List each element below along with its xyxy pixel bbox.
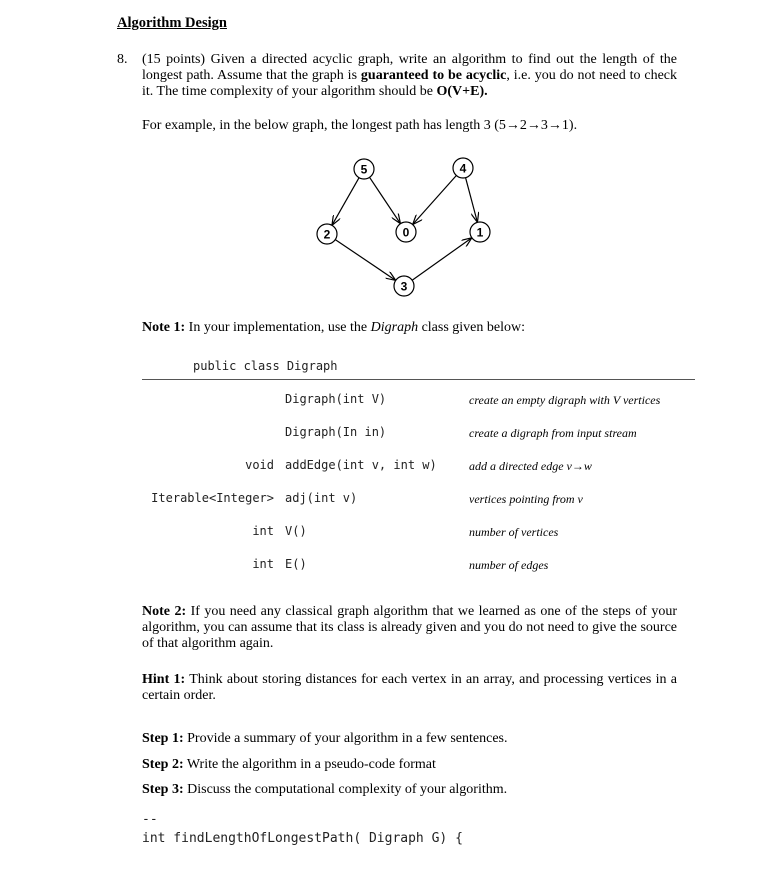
question-intro-text: (15 points) Given a directed acyclic graph, write an algorithm to find out the length of the longest path. Assume that the graph is <box>142 52 677 83</box>
graph-node-label-3: 3 <box>400 279 408 294</box>
graph-edge-2-3 <box>335 240 395 280</box>
api-row-0-sig: Digraph(int V) <box>285 392 387 406</box>
code-dashes: -- <box>142 812 158 827</box>
step-3 <box>142 782 677 798</box>
step-3-label: Step 3: <box>142 782 184 797</box>
api-row-5-ret: int <box>252 557 274 571</box>
question-example: For example, in the below graph, the longest path has length 3 (5→2→3→1). <box>142 118 578 133</box>
graph-edge-3-1 <box>412 238 471 280</box>
step-2-label: Step 2: <box>142 757 184 772</box>
graph-node-5 <box>354 159 374 179</box>
code-signature: int findLengthOfLongestPath( Digraph G) { <box>142 831 463 846</box>
note-1-text-after: class given below: <box>418 320 525 335</box>
step-3-text: Discuss the computational complexity of your algorithm. <box>183 782 508 797</box>
question-intro-mid: , i.e. you do not need to check it. The time complexity of your algorithm should be <box>142 68 678 99</box>
graph-edge-4-1 <box>466 178 478 222</box>
graph-node-2 <box>317 224 337 244</box>
hint-1-label: Hint 1: <box>142 672 186 687</box>
api-row-2-sig: addEdge(int v, int w) <box>285 458 437 472</box>
graph-node-label-1: 1 <box>476 225 484 240</box>
graph-node-label-2: 2 <box>323 227 331 242</box>
api-row-1-sig: Digraph(In in) <box>285 425 387 439</box>
step-1-text: Provide a summary of your algorithm in a few sentences. <box>183 731 508 746</box>
note-2-label: Note 2: <box>142 604 187 619</box>
api-row-2-ret: void <box>245 458 274 472</box>
graph-node-3 <box>394 276 414 296</box>
note-1-class-name: Digraph <box>370 320 419 335</box>
api-row-4-sig: V() <box>285 524 307 538</box>
api-header: public class Digraph <box>193 359 338 373</box>
step-2 <box>142 757 677 773</box>
api-row-5-sig: E() <box>285 557 307 571</box>
question-intro <box>142 52 677 100</box>
graph-edge-5-0 <box>370 177 400 223</box>
graph-node-1 <box>470 222 490 242</box>
section-title: Algorithm Design <box>117 15 227 31</box>
note-1-text: In your implementation, use the <box>185 320 371 335</box>
note-1-label: Note 1: <box>142 320 186 335</box>
api-row-0-desc: create an empty digraph with V vertices <box>469 393 661 407</box>
step-1 <box>142 731 677 747</box>
note-1 <box>142 320 677 336</box>
step-2-text: Write the algorithm in a pseudo-code format <box>183 757 436 772</box>
api-row-1-desc: create a digraph from input stream <box>469 426 637 440</box>
api-row-3-desc: vertices pointing from v <box>469 492 583 506</box>
graph-edge-4-0 <box>413 175 456 223</box>
note-2 <box>142 604 677 652</box>
graph-node-4 <box>453 158 473 178</box>
example-graph <box>300 150 510 300</box>
graph-node-label-0: 0 <box>402 225 410 240</box>
graph-node-label-4: 4 <box>459 161 467 176</box>
api-row-2-desc: add a directed edge v→w <box>469 459 592 473</box>
api-row-3-sig: adj(int v) <box>285 491 358 505</box>
note-2-text: If you need any classical graph algorithm that we learned as one of the steps of your algorithm, you can assume that its class is already given and you do not need to give the source of that algorithm again. <box>142 604 677 651</box>
question-intro-bold: guaranteed to be acyclic <box>360 68 507 83</box>
question-complexity: O(V+E). <box>436 84 488 99</box>
hint-1 <box>142 672 677 704</box>
step-1-label: Step 1: <box>142 731 184 746</box>
graph-node-0 <box>396 222 416 242</box>
api-row-4-desc: number of vertices <box>469 525 559 539</box>
graph-edge-5-2 <box>332 178 359 225</box>
api-row-3-ret: Iterable<Integer> <box>151 491 274 505</box>
question-number: 8. <box>117 52 128 67</box>
graph-node-label-5: 5 <box>360 162 368 177</box>
api-row-5-desc: number of edges <box>469 558 549 572</box>
api-row-4-ret: int <box>252 524 274 538</box>
api-divider <box>142 379 695 380</box>
hint-1-text: Think about storing distances for each vertex in an array, and processing vertices in a certain order. <box>142 672 677 703</box>
